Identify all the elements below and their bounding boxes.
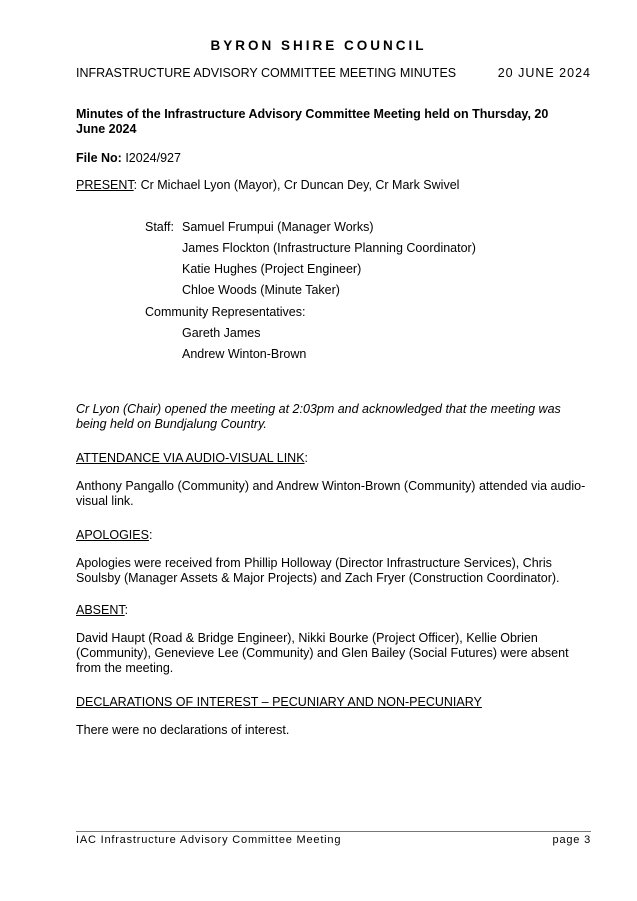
footer-title: IAC Infrastructure Advisory Committee Meeting <box>76 834 342 846</box>
header-date: 20 JUNE 2024 <box>497 66 591 80</box>
staff-member: Katie Hughes (Project Engineer) <box>182 262 362 276</box>
file-number: I2024/927 <box>125 151 181 165</box>
opening-statement: Cr Lyon (Chair) opened the meeting at 2:03pm and acknowledged that the meeting was being held on Bundjalung Country. <box>76 402 561 431</box>
council-name: BYRON SHIRE COUNCIL <box>210 38 427 53</box>
present-line <box>76 178 596 193</box>
section-heading: ATTENDANCE VIA AUDIO-VISUAL LINK: <box>76 451 309 465</box>
minutes-title: Minutes of the Infrastructure Advisory Committee Meeting held on Thursday, 20 June 2024 <box>76 107 549 136</box>
section-body: Apologies were received from Phillip Holloway (Director Infrastructure Services), Chris Soulsby (Manager Assets & Major Projects) and Zach Fryer (Construction Coordinator). <box>76 556 560 585</box>
community-member: Andrew Winton-Brown <box>182 347 307 361</box>
footer-divider <box>76 831 591 832</box>
community-member: Gareth James <box>182 326 261 340</box>
section-heading: ABSENT: <box>76 603 129 617</box>
page-footer <box>76 834 591 846</box>
section-body: David Haupt (Road & Bridge Engineer), Nikki Bourke (Project Officer), Kellie Obrien (Community), Genevieve Lee (Community) and Glen Bailey (Social Futures) were absent from the meeting. <box>76 631 569 675</box>
section-heading: DECLARATIONS OF INTEREST – PECUNIARY AND NON-PECUNIARY <box>76 695 482 709</box>
staff-member: James Flockton (Infrastructure Planning Coordinator) <box>182 241 476 255</box>
section-body: There were no declarations of interest. <box>76 723 290 737</box>
staff-member: Chloe Woods (Minute Taker) <box>182 283 340 297</box>
file-number-line <box>76 151 596 166</box>
document-header <box>76 66 591 80</box>
present-label: PRESENT <box>76 178 134 192</box>
section-body: Anthony Pangallo (Community) and Andrew Winton-Brown (Community) attended via audio-visual link. <box>76 479 586 508</box>
file-label: File No: <box>76 151 122 165</box>
staff-label: Staff: <box>145 220 174 234</box>
staff-member: Samuel Frumpui (Manager Works) <box>182 220 374 234</box>
section-heading: APOLOGIES: <box>76 528 153 542</box>
present-text: : Cr Michael Lyon (Mayor), Cr Duncan Dey, Cr Mark Swivel <box>133 178 460 192</box>
community-label: Community Representatives: <box>145 305 306 319</box>
page-number: page 3 <box>552 834 591 846</box>
header-subtitle: INFRASTRUCTURE ADVISORY COMMITTEE MEETING MINUTES <box>76 66 457 80</box>
